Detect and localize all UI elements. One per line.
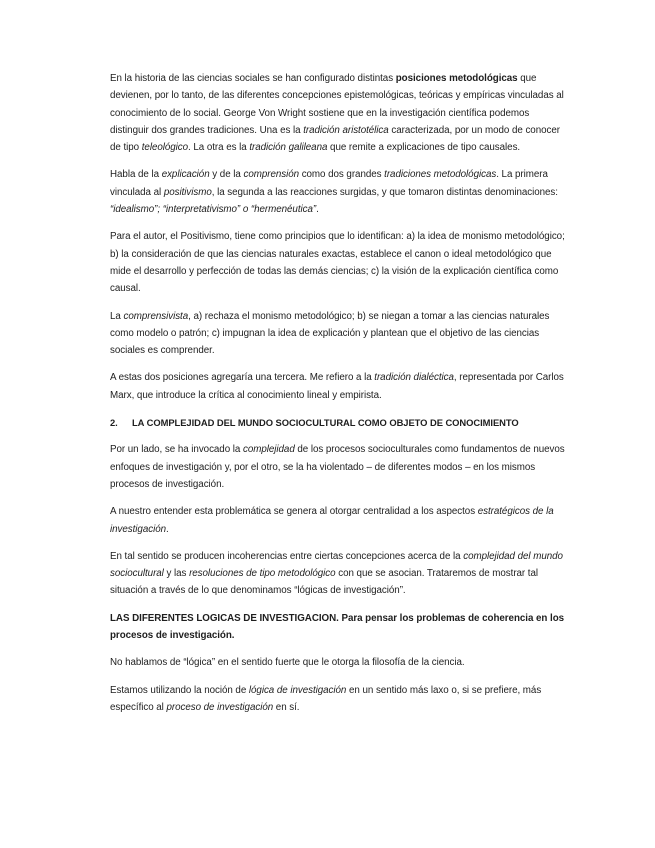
emphasis-text: tradición aristotélica bbox=[303, 124, 389, 136]
text-run: caracterizada, por un modo de conocer de tipo bbox=[110, 124, 560, 154]
text-run: A estas dos posiciones agregaría una tercera. Me refiero a la bbox=[110, 372, 375, 384]
text-run: con que se asocian. Trataremos de mostrar tal situación a través de lo que denominamos “lógicas de investigación”. bbox=[110, 568, 539, 597]
emphasis-text: estratégicos de la investigación bbox=[110, 506, 554, 535]
emphasis-text: complejidad del mundo sociocultural bbox=[110, 550, 563, 580]
text-run: en un sentido más laxo o, si se prefiere, más específico al bbox=[110, 684, 542, 713]
emphasis-text: tradiciones metodológicas bbox=[384, 169, 497, 181]
text-run: . bbox=[316, 204, 319, 216]
emphasis-text: comprensión bbox=[243, 169, 300, 181]
text-run: En la historia de las ciencias sociales se han configurado distintas bbox=[110, 73, 396, 84]
bold-text: posiciones metodológicas bbox=[395, 73, 518, 84]
text-run: En tal sentido se producen incoherencias entre ciertas concepciones acerca de la bbox=[110, 550, 464, 562]
text-run: que devienen, por lo tanto, de las diferentes concepciones epistemológicas, teóricas y empíricas vinculadas al conocimiento de lo social. George Von Wright sostiene que en la investigación científica podemos distinguir dos grandes tradiciones. Una es la bbox=[110, 73, 564, 136]
text-run: , a) rechaza el monismo metodológico; b) se niegan a tomar a las ciencias naturales como modelo o patrón; c) impugnan la idea de explicación y plantean que el objetivo de las ciencias sociales es comprender. bbox=[110, 310, 550, 357]
paragraph bbox=[110, 70, 565, 156]
text-run: , la segunda a las reacciones surgidas, y que tomaron distintas denominaciones: bbox=[211, 186, 558, 198]
text-run: No hablamos de “lógica” en el sentido fuerte que le otorga la filosofía de la ciencia. bbox=[110, 657, 465, 669]
emphasis-text: positivismo bbox=[163, 186, 212, 198]
text-run: Estamos utilizando la noción de bbox=[110, 684, 249, 696]
text-run: de los procesos socioculturales como fundamentos de nuevos enfoques de investigación y, por el otro, se la ha violentado – de diferentes modos – en los mismos procesos de investigación. bbox=[110, 444, 565, 490]
section-heading bbox=[110, 414, 565, 431]
paragraph bbox=[110, 308, 565, 360]
text-run: que remite a explicaciones de tipo causales. bbox=[327, 142, 521, 154]
paragraph bbox=[110, 610, 565, 645]
emphasis-text: resoluciones de tipo metodológico bbox=[189, 568, 336, 580]
emphasis-text: complejidad bbox=[242, 444, 295, 456]
paragraph bbox=[110, 369, 565, 404]
text-run: LA COMPLEJIDAD DEL MUNDO SOCIOCULTURAL COMO OBJETO DE CONOCIMIENTO bbox=[132, 417, 519, 429]
emphasis-text: comprensivista bbox=[123, 310, 189, 322]
text-run: A nuestro entender esta problemática se genera al otorgar centralidad a los aspectos bbox=[110, 506, 478, 518]
text-run: Habla de la bbox=[110, 169, 162, 181]
text-run: y de la bbox=[209, 169, 244, 181]
emphasis-text: tradición galileana bbox=[249, 142, 328, 154]
document-page bbox=[110, 70, 565, 726]
paragraph bbox=[110, 548, 565, 600]
text-run: Para el autor, el Positivismo, tiene como principios que lo identifican: a) la idea de monismo metodológico; b) la consideración de que las ciencias naturales exactas, establece el canon o ideal metodológico que mide el desarrollo y perfección de todas las demás ciencias; c) la visión de la explicación científica como causal. bbox=[110, 231, 565, 295]
text-run: como dos grandes bbox=[299, 169, 385, 181]
paragraph bbox=[110, 682, 565, 717]
text-run: La bbox=[110, 310, 124, 322]
emphasis-text: tradición dialéctica bbox=[374, 372, 454, 384]
text-run: y las bbox=[163, 568, 190, 580]
paragraph bbox=[110, 166, 565, 218]
text-run: . bbox=[166, 523, 169, 535]
text-run: Por un lado, se ha invocado la bbox=[110, 444, 243, 456]
text-run: , representada por Carlos Marx, que introduce la crítica al conocimiento lineal y empirista. bbox=[110, 372, 564, 401]
paragraph bbox=[110, 503, 565, 538]
section-number: 2. bbox=[110, 417, 118, 429]
emphasis-text: explicación bbox=[161, 169, 210, 181]
text-run: . La otra es la bbox=[188, 142, 250, 154]
emphasis-text: teleológico bbox=[141, 142, 189, 154]
text-run: en sí. bbox=[273, 701, 300, 713]
emphasis-text: “idealismo”; “interpretativismo” o “hermenéutica” bbox=[110, 204, 317, 216]
emphasis-text: proceso de investigación bbox=[166, 701, 274, 713]
paragraph bbox=[110, 228, 565, 297]
paragraph bbox=[110, 654, 565, 671]
text-run: . La primera vinculada al bbox=[110, 169, 548, 198]
bold-text: LAS DIFERENTES LOGICAS DE INVESTIGACION. Para pensar los problemas de coherencia en los procesos de investigación. bbox=[110, 612, 565, 642]
emphasis-text: lógica de investigación bbox=[248, 684, 347, 696]
paragraph bbox=[110, 441, 565, 493]
